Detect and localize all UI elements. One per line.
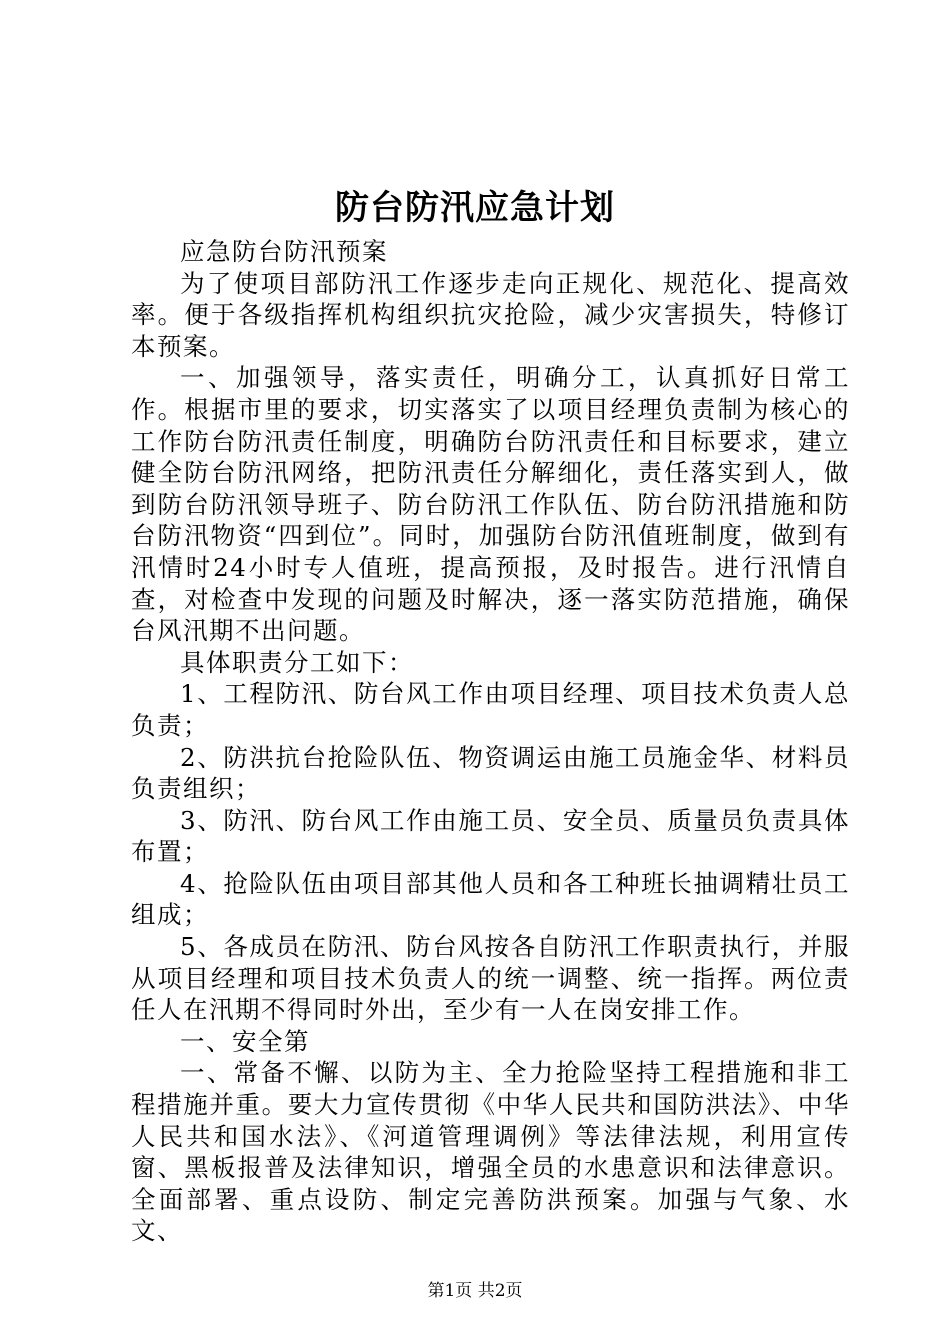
paragraph-intro: 为了使项目部防汛工作逐步走向正规化、规范化、提高效率。便于各级指挥机构组织抗灾抢险，减少灾害损失，特修订本预案。 <box>131 268 850 361</box>
document-body <box>131 236 850 1247</box>
paragraph-duties-heading: 具体职责分工如下： <box>180 647 414 677</box>
paragraph-duty-1: 1、工程防汛、防台风工作由项目经理、项目技术负责人总负责； <box>131 679 850 740</box>
paragraph-prevention: 一、常备不懈、以防为主、全力抢险坚持工程措施和非工程措施并重。要大力宣传贯彻《中华人民共和国防洪法》、中华人民共和国水法》、《河道管理调例》等法律法规，利用宣传窗、黑板报普及法律知识，增强全员的水患意识和法律意识。全面部署、重点设防、制定完善防洪预案。加强与气象、水文、 <box>131 1058 850 1246</box>
paragraph-safety-heading: 一、安全第 <box>180 1026 310 1056</box>
paragraph-duty-2: 2、防洪抗台抢险队伍、物资调运由施工员施金华、材料员负责组织； <box>131 742 850 804</box>
paragraph-duty-5: 5、各成员在防汛、防台风按各自防汛工作职责执行，并服从项目经理和项目技术负责人的统一调整、统一指挥。两位责任人在汛期不得同时外出，至少有一人在岗安排工作。 <box>131 932 850 1025</box>
paragraph-section-leadership: 一、加强领导，落实责任，明确分工，认真抓好日常工作。根据市里的要求，切实落实了以项目经理负责制为核心的工作防台防汛责任制度，明确防台防汛责任和目标要求，建立健全防台防汛网络，把防汛责任分解细化，责任落实到人，做到防台防汛领导班子、防台防汛工作队伍、防台防汛措施和防台防汛物资“四到位”。同时，加强防台防汛值班制度，做到有汛情时24小时专人值班，提高预报，及时报告。进行汛情自查，对检查中发现的问题及时解决，逐一落实防范措施，确保台风汛期不出问题。 <box>131 363 850 646</box>
paragraph-duty-4: 4、抢险队伍由项目部其他人员和各工种班长抽调精壮员工组成； <box>131 868 850 930</box>
page-footer: 第1页 共2页 <box>427 1281 523 1301</box>
paragraph-subtitle: 应急防台防汛预案 <box>180 237 388 266</box>
document-title: 防台防汛应急计划 <box>335 188 615 228</box>
paragraph-duty-3: 3、防汛、防台风工作由施工员、安全员、质量员负责具体布置； <box>131 805 850 867</box>
